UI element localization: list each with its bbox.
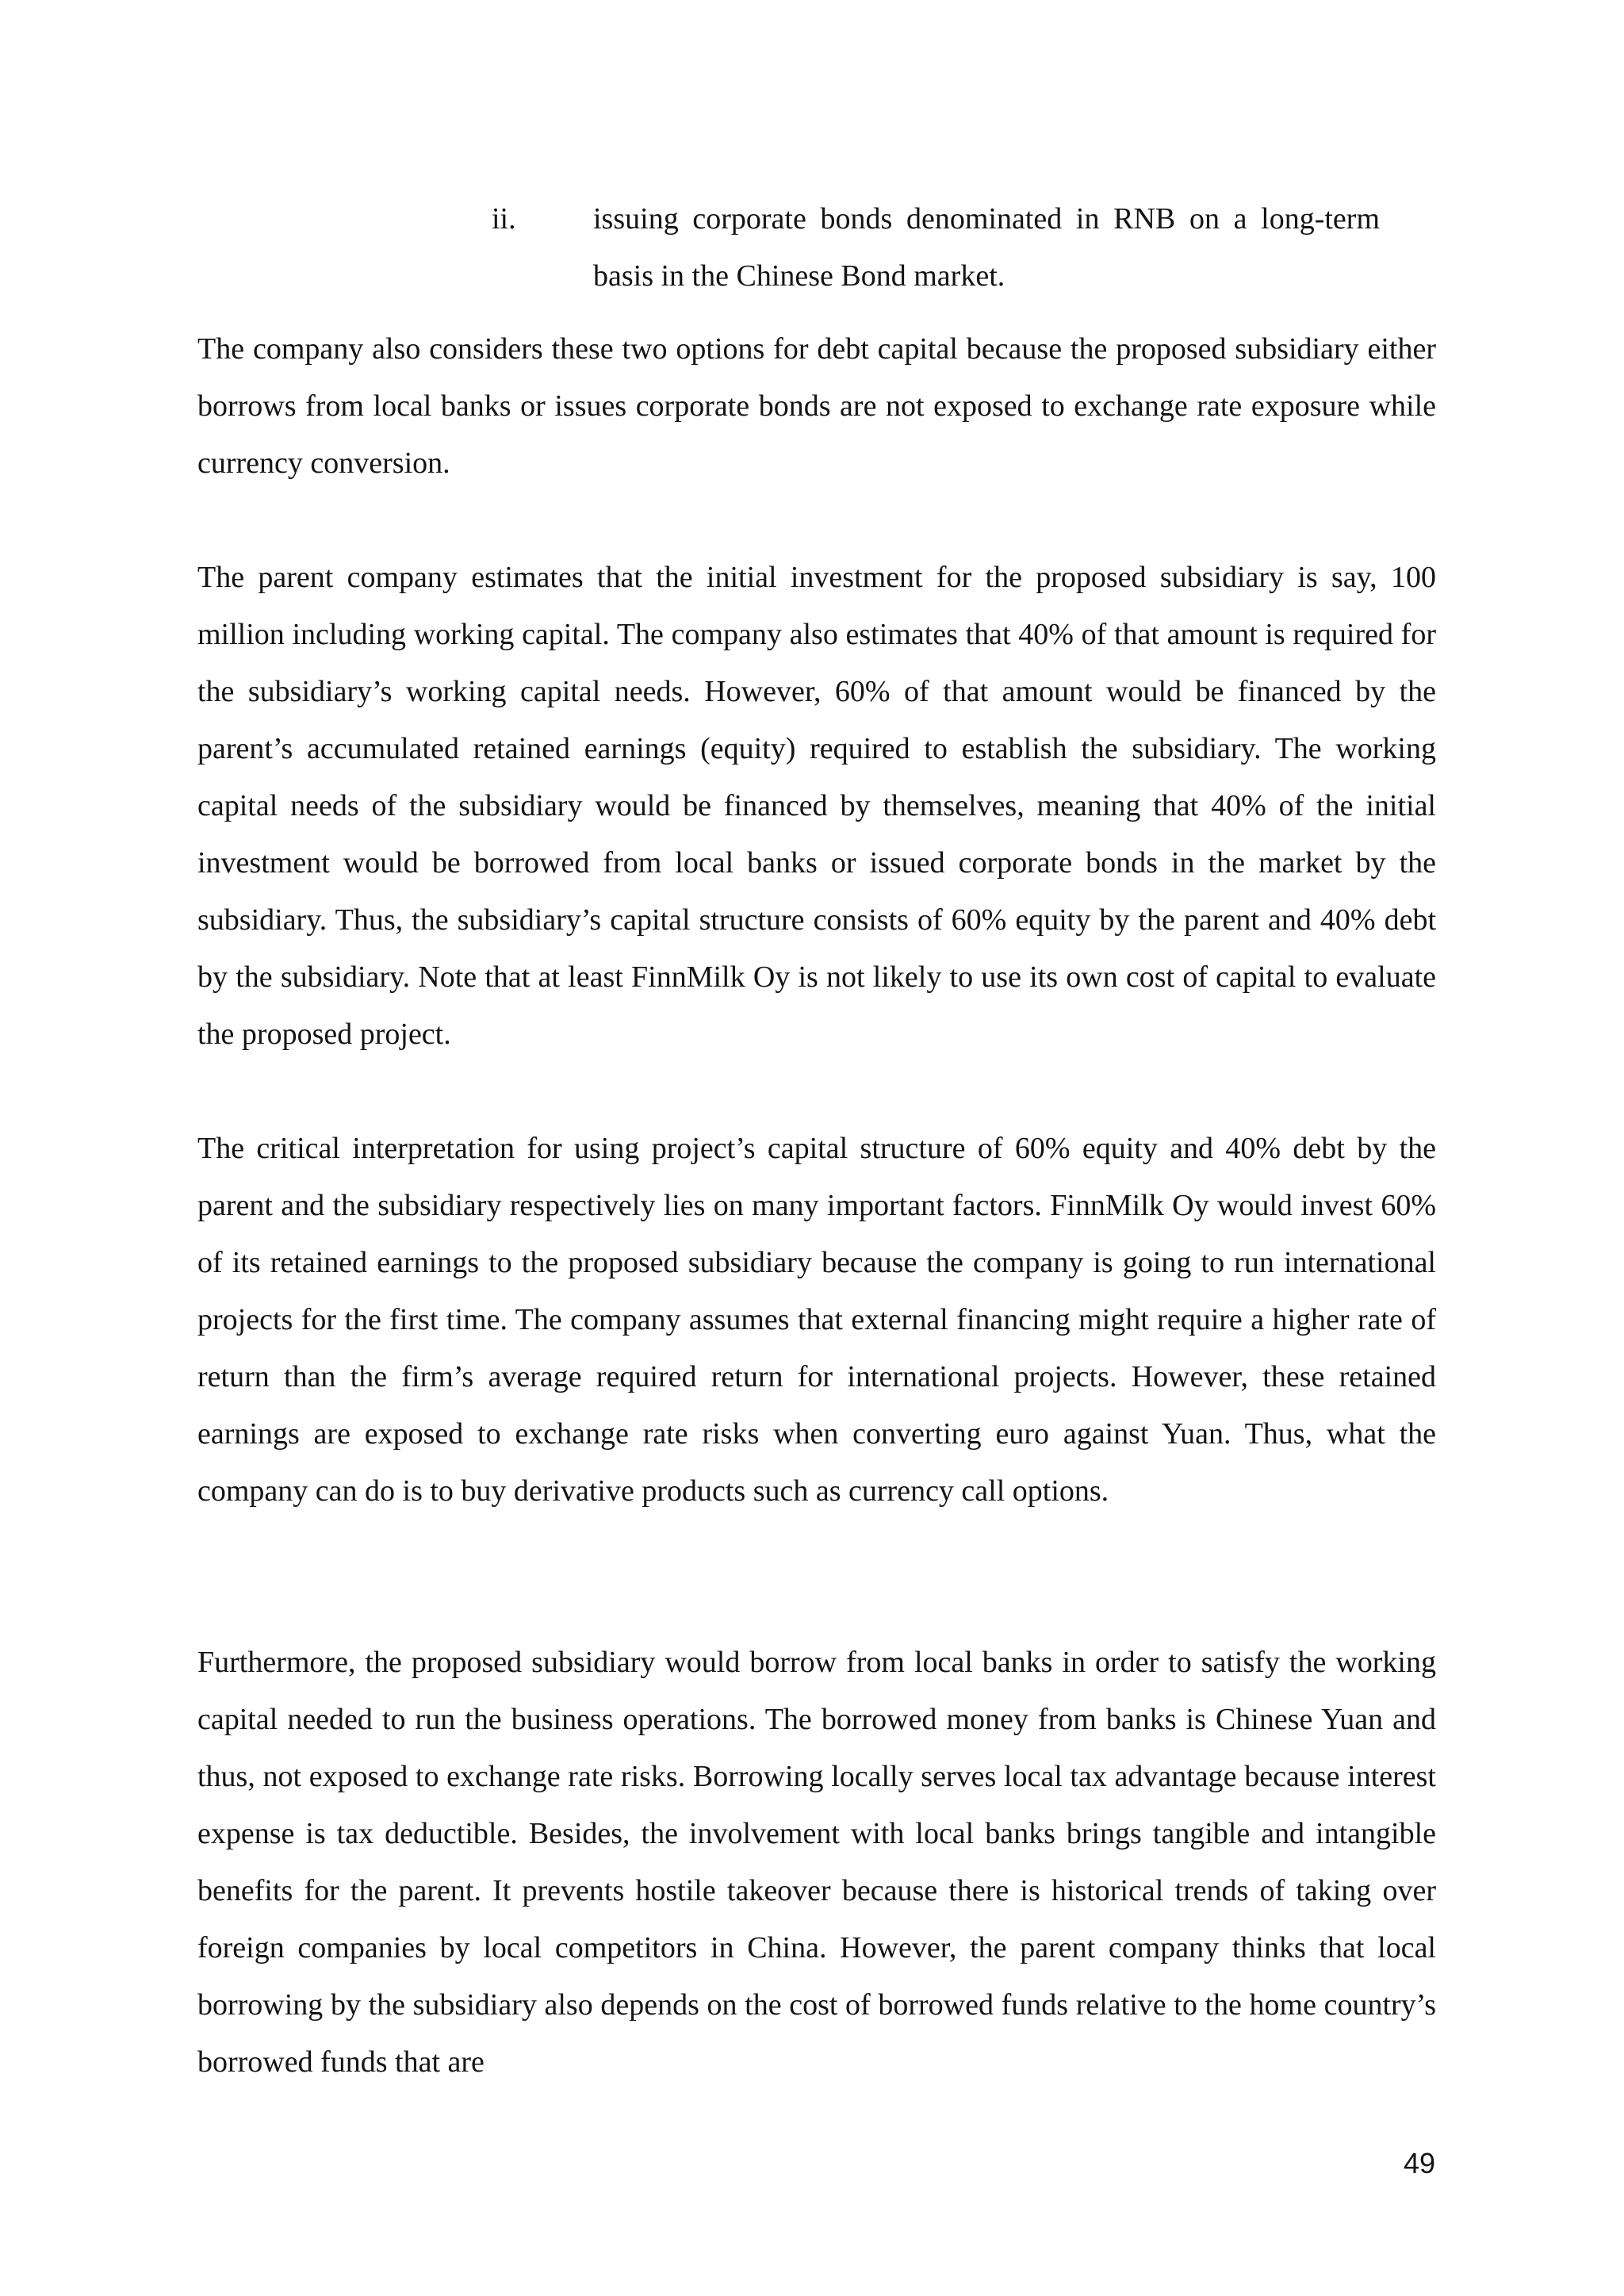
paragraph-local-borrowing: Furthermore, the proposed subsidiary would borrow from local banks in order to satisfy the working capital needed to run the business operations. The borrowed money from banks is Chinese Yuan and thus, not exposed to exchange rate risks. Borrowing locally serves local tax advantage because interest expense is tax deductible. Besides, the involvement with local banks brings tangible and intangible benefits for the parent. It prevents hostile takeover because there is historical trends of taking over foreign companies by local competitors in China. However, the parent company thinks that local borrowing by the subsidiary also depends on the cost of borrowed funds relative to the home country’s borrowed funds that are	[197, 1646, 1436, 2079]
page-number: 49	[1403, 2147, 1435, 2179]
list-marker: ii.	[492, 202, 516, 236]
paragraph-initial-investment: The parent company estimates that the initial investment for the proposed subsidiary is say, 100 million including working capital. The company also estimates that 40% of that amount is required for the subsidiary’s working capital needs. However, 60% of that amount would be financed by the parent’s accumulated retained earnings (equity) required to establish the subsidiary. The working capital needs of the subsidiary would be financed by themselves, meaning that 40% of the initial investment would be borrowed from local banks or issued corporate bonds in the market by the subsidiary. Thus, the subsidiary’s capital structure consists of 60% equity by the parent and 40% debt by the subsidiary. Note that at least FinnMilk Oy is not likely to use its own cost of capital to evaluate the proposed project.	[197, 561, 1436, 1051]
list-item-text: issuing corporate bonds denominated in RNB on a long-term basis in the Chinese Bond market.	[593, 202, 1380, 293]
paragraph-debt-options: The company also considers these two options for debt capital because the proposed subsidiary either borrows from local banks or issues corporate bonds are not exposed to exchange rate exposure while currency conversion.	[197, 332, 1436, 480]
paragraph-capital-structure: The critical interpretation for using project’s capital structure of 60% equity and 40% debt by the parent and the subsidiary respectively lies on many important factors. FinnMilk Oy would invest 60% of its retained earnings to the proposed subsidiary because the company is going to run international projects for the first time. The company assumes that external financing might require a higher rate of return than the firm’s average required return for international projects. However, these retained earnings are exposed to exchange rate risks when converting euro against Yuan. Thus, what the company can do is to buy derivative products such as currency call options.	[197, 1132, 1436, 1508]
